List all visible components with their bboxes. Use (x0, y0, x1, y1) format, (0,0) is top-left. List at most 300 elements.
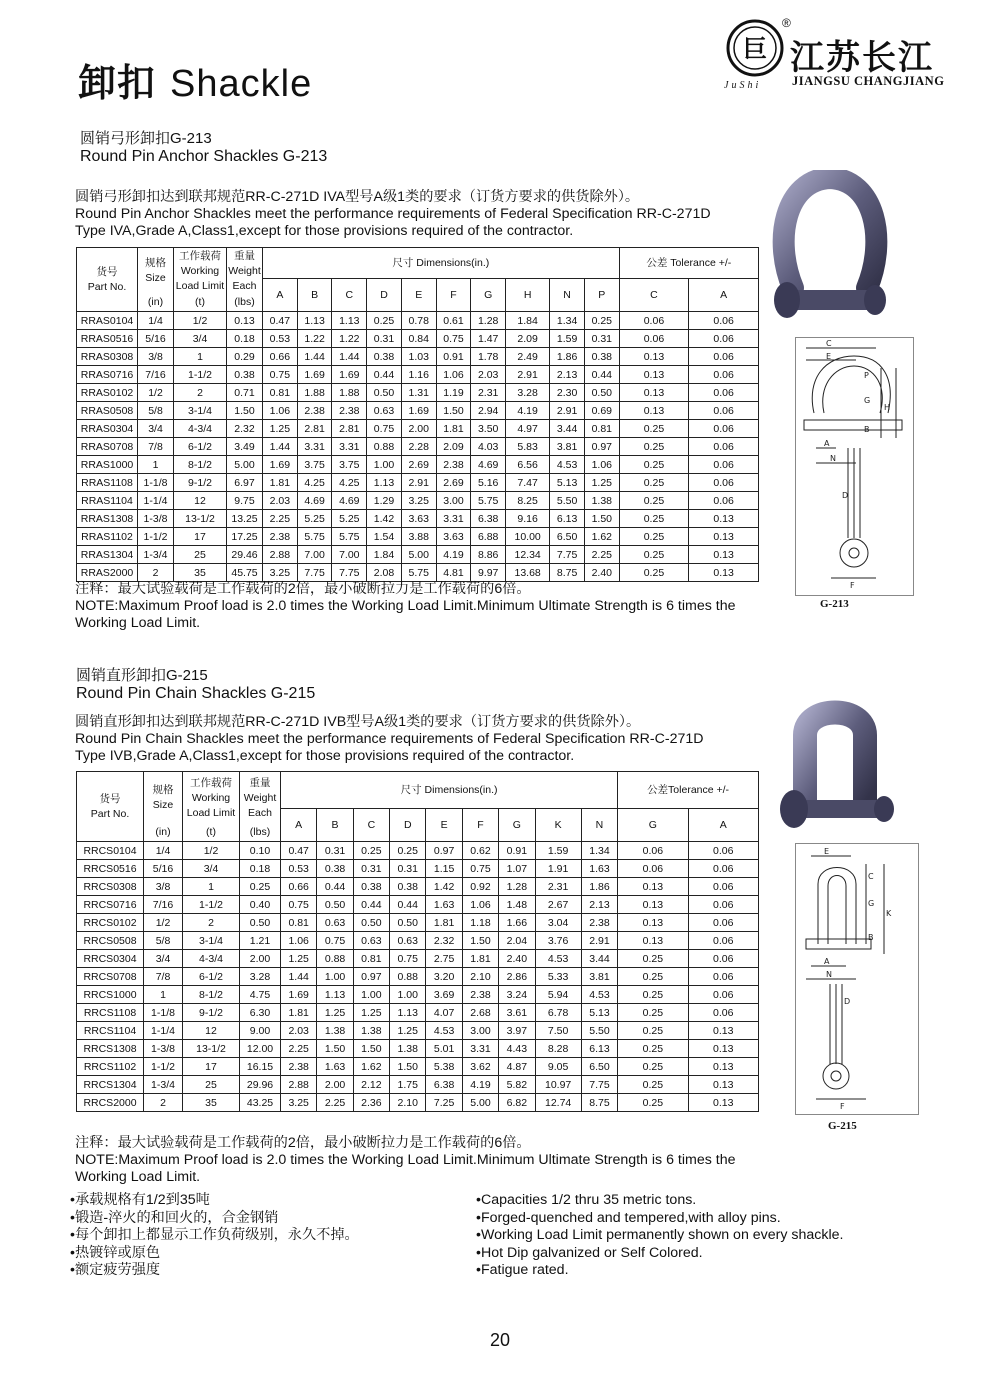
table-cell: 2.38 (332, 402, 367, 420)
section1-description (75, 189, 775, 240)
table-cell: 0.81 (584, 420, 619, 438)
table-cell: 2.40 (499, 950, 535, 968)
table-cell: 1.21 (240, 932, 281, 950)
table-cell: 0.13 (619, 402, 689, 420)
table-cell: 0.50 (367, 384, 402, 402)
registered-mark: ® (782, 16, 791, 30)
table-cell: 2.88 (281, 1076, 317, 1094)
section1-desc-cn: 圆销弓形卸扣达到联邦规范RR-C-271D IVA型号A级1类的要求（订货方要求的供货除外）。 (75, 189, 640, 205)
table-cell: 7/16 (138, 366, 174, 384)
table-cell: 3.44 (581, 950, 617, 968)
table-cell: 6.50 (550, 528, 585, 546)
header-wll: 工作载荷 Working Load Limit (183, 772, 240, 825)
table-cell: 1.31 (401, 384, 436, 402)
table-cell: RRCS1104 (77, 1022, 144, 1040)
page-title (78, 52, 312, 107)
col-header-g: G (618, 809, 688, 842)
table-cell: 2.68 (462, 1004, 498, 1022)
table-cell: 2.32 (426, 932, 462, 950)
table-cell: 4.75 (240, 986, 281, 1004)
table-cell: 10.00 (506, 528, 550, 546)
table-row (77, 1004, 759, 1022)
table-cell: 4.87 (499, 1058, 535, 1076)
table-cell: 1.88 (297, 384, 332, 402)
table-cell: 2.08 (367, 564, 402, 582)
table-cell: 9-1/2 (174, 474, 227, 492)
table-cell: 1.28 (499, 878, 535, 896)
table-cell: RRAS0716 (77, 366, 138, 384)
table-cell: 4-3/4 (174, 420, 227, 438)
table-cell: RRAS1308 (77, 510, 138, 528)
table-row (77, 420, 759, 438)
table-cell: 0.10 (240, 842, 281, 860)
table-cell: 0.25 (618, 1040, 688, 1058)
table-cell: 4.97 (506, 420, 550, 438)
section1-note-cn: 注释：最大试验载荷是工作载荷的2倍，最小破断拉力是工作载荷的6倍。 (75, 581, 531, 597)
table-cell: 0.06 (689, 366, 759, 384)
table-cell: RRCS0104 (77, 842, 144, 860)
table-cell: RRCS1000 (77, 986, 144, 1004)
table-cell: 2.36 (353, 1094, 389, 1112)
table-cell: 1-1/8 (144, 1004, 183, 1022)
table-cell: 0.25 (618, 986, 688, 1004)
table-cell: 7.00 (332, 546, 367, 564)
col-header-n: N (581, 809, 617, 842)
table-cell: 3.31 (332, 438, 367, 456)
table-cell: 2.30 (550, 384, 585, 402)
table-cell: 3.31 (462, 1040, 498, 1058)
table-cell: 10.97 (535, 1076, 581, 1094)
table-cell: 3.75 (332, 456, 367, 474)
table-cell: 1.06 (462, 896, 498, 914)
table-cell: 1-1/8 (138, 474, 174, 492)
table-cell: 0.25 (619, 510, 689, 528)
table-cell: 1.81 (436, 420, 471, 438)
table-cell: 3.31 (297, 438, 332, 456)
feature-item: •Hot Dip galvanized or Self Colored. (476, 1244, 703, 1261)
table-cell: 1.34 (550, 312, 585, 330)
table-cell: 2.10 (390, 1094, 426, 1112)
section2-heading-cn: 圆销直形卸扣G-215 (76, 667, 208, 684)
header-size-unit: (in) (144, 824, 183, 842)
table-cell: 1.84 (506, 312, 550, 330)
table-cell: 3.63 (401, 510, 436, 528)
table-cell: 1/4 (138, 312, 174, 330)
table-row (77, 1022, 759, 1040)
table-cell: 1.38 (317, 1022, 353, 1040)
table-cell: 2.94 (471, 402, 506, 420)
table-cell: 2.25 (317, 1094, 353, 1112)
diag-letter-h: H (884, 403, 891, 412)
table-cell: 4-3/4 (183, 950, 240, 968)
table-cell: 2.38 (281, 1058, 317, 1076)
table-cell: 4.53 (550, 456, 585, 474)
table-cell: 13-1/2 (183, 1040, 240, 1058)
table-cell: 0.50 (390, 914, 426, 932)
diag-letter-f: F (850, 581, 855, 590)
table-cell: 1.22 (297, 330, 332, 348)
table-row (77, 1040, 759, 1058)
table-cell: 5.50 (550, 492, 585, 510)
table-cell: 0.06 (689, 474, 759, 492)
table-cell: 1-1/2 (174, 366, 227, 384)
col-header-e: E (426, 809, 462, 842)
header-size: 规格 Size (138, 248, 174, 295)
col-header-d: D (390, 809, 426, 842)
table-cell: 3.50 (471, 420, 506, 438)
header-weight-unit: (lbs) (227, 294, 263, 312)
table-cell: 12.74 (535, 1094, 581, 1112)
table-cell: RRCS0516 (77, 860, 144, 878)
table-row (77, 492, 759, 510)
table-cell: 0.06 (688, 986, 758, 1004)
table-cell: 3-1/4 (183, 932, 240, 950)
g213-spec-table (76, 247, 759, 582)
table-row (77, 564, 759, 582)
table-cell: 1.84 (367, 546, 402, 564)
table-cell: RRAS1000 (77, 456, 138, 474)
table-cell: 3.81 (581, 968, 617, 986)
table-cell: 5.00 (462, 1094, 498, 1112)
table-cell: 1.63 (317, 1058, 353, 1076)
header-tolerance: 公差 Tolerance +/- (619, 248, 758, 279)
col-header-d: D (367, 279, 402, 312)
col-header-f: F (462, 809, 498, 842)
table-cell: 0.97 (426, 842, 462, 860)
table-cell: 7.00 (297, 546, 332, 564)
table-cell: 0.92 (462, 878, 498, 896)
table-cell: 1.16 (401, 366, 436, 384)
table-cell: 0.06 (618, 842, 688, 860)
table-cell: 6.13 (550, 510, 585, 528)
table-row (77, 860, 759, 878)
g215-spec-table (76, 771, 759, 1112)
table-row (77, 1094, 759, 1112)
table-cell: 1-3/4 (138, 546, 174, 564)
col-header-c: C (332, 279, 367, 312)
table-cell: 1 (138, 456, 174, 474)
table-cell: 0.25 (619, 456, 689, 474)
table-cell: 0.25 (618, 1094, 688, 1112)
table-cell: 7.75 (550, 546, 585, 564)
table-cell: 0.61 (436, 312, 471, 330)
g213-diagram (795, 337, 914, 596)
table-cell: 1.62 (353, 1058, 389, 1076)
table-cell: 3.25 (401, 492, 436, 510)
table-row (77, 330, 759, 348)
table-cell: 1.13 (317, 986, 353, 1004)
table-cell: 0.47 (281, 842, 317, 860)
table-cell: 3/4 (174, 330, 227, 348)
table-cell: 8.86 (471, 546, 506, 564)
table-cell: 0.06 (688, 878, 758, 896)
table-cell: 0.25 (618, 1004, 688, 1022)
table-cell: 5.50 (581, 1022, 617, 1040)
table-cell: 2.32 (227, 420, 263, 438)
table-cell: 0.25 (353, 842, 389, 860)
table-cell: 1/2 (144, 914, 183, 932)
feature-item: •Capacities 1/2 thru 35 metric tons. (476, 1192, 697, 1208)
table-row (77, 546, 759, 564)
table-cell: 3.49 (227, 438, 263, 456)
table-cell: 2 (174, 384, 227, 402)
col-header-b: B (297, 279, 332, 312)
table-cell: 3.00 (462, 1022, 498, 1040)
table-cell: 0.66 (281, 878, 317, 896)
table-cell: 5.13 (550, 474, 585, 492)
table-cell: 1.88 (332, 384, 367, 402)
table-row (77, 366, 759, 384)
table-cell: 2.69 (436, 474, 471, 492)
table-cell: 1.59 (550, 330, 585, 348)
brand-name-en: JIANGSU CHANGJIANG (792, 74, 945, 88)
header-weight-unit: (lbs) (240, 824, 281, 842)
table-cell: 1-1/4 (144, 1022, 183, 1040)
section1-note-en1: NOTE:Maximum Proof load is 2.0 times the Working Load Limit.Minimum Ultimate Strength is 6 times the (75, 598, 736, 614)
header-part-no: 货号 Part No. (77, 248, 138, 312)
table-cell: 17.25 (227, 528, 263, 546)
table-cell: 0.44 (353, 896, 389, 914)
table-cell: 0.25 (618, 968, 688, 986)
table-cell: 1-1/2 (144, 1058, 183, 1076)
table-cell: 1/4 (144, 842, 183, 860)
table-cell: 9.97 (471, 564, 506, 582)
table-cell: 2.88 (263, 546, 298, 564)
table-cell: 0.06 (688, 1004, 758, 1022)
table-cell: 1.81 (462, 950, 498, 968)
table-cell: 1.19 (436, 384, 471, 402)
table-cell: 2.40 (584, 564, 619, 582)
table-cell: RRCS0304 (77, 950, 144, 968)
table-cell: 5.00 (227, 456, 263, 474)
table-cell: 0.25 (619, 546, 689, 564)
section2-desc-en2: Type IVB,Grade A,Class1,except for those provisions required of the contractor. (75, 748, 575, 764)
table-cell: 2.69 (401, 456, 436, 474)
table-cell: 3/8 (138, 348, 174, 366)
table-cell: 0.25 (390, 842, 426, 860)
section2-note (75, 1135, 815, 1186)
table-cell: 0.97 (353, 968, 389, 986)
table-cell: 0.88 (317, 950, 353, 968)
table-cell: 12.34 (506, 546, 550, 564)
table-cell: 3.25 (281, 1094, 317, 1112)
table-cell: 1.44 (332, 348, 367, 366)
table-row (77, 510, 759, 528)
table-cell: 5.94 (535, 986, 581, 1004)
table-cell: 2.03 (263, 492, 298, 510)
table-cell: 4.81 (436, 564, 471, 582)
table-cell: 0.13 (618, 896, 688, 914)
table-cell: 2.31 (471, 384, 506, 402)
features-list-cn (70, 1192, 359, 1280)
table-row (77, 986, 759, 1004)
table-cell: RRAS1304 (77, 546, 138, 564)
table-cell: 5.83 (506, 438, 550, 456)
table-cell: 1.06 (263, 402, 298, 420)
table-cell: 4.53 (535, 950, 581, 968)
table-cell: 0.06 (688, 968, 758, 986)
table-cell: 1.50 (227, 402, 263, 420)
col-header-p: P (584, 279, 619, 312)
header-size: 规格 Size (144, 772, 183, 825)
table-cell: 1.62 (584, 528, 619, 546)
table-cell: RRCS1308 (77, 1040, 144, 1058)
table-cell: 3/4 (144, 950, 183, 968)
table-cell: 1-3/8 (144, 1040, 183, 1058)
table-cell: 1.50 (317, 1040, 353, 1058)
table-cell: 0.06 (689, 384, 759, 402)
svg-text:巨: 巨 (743, 35, 767, 63)
table-cell: 0.06 (689, 402, 759, 420)
table-cell: 8.28 (535, 1040, 581, 1058)
table-cell: 0.53 (281, 860, 317, 878)
table-row (77, 312, 759, 330)
table-cell: 1.50 (353, 1040, 389, 1058)
table-cell: 2.25 (281, 1040, 317, 1058)
diag-letter-c: C (868, 872, 874, 881)
table-cell: 2.13 (581, 896, 617, 914)
section1-note-en2: Working Load Limit. (75, 615, 201, 631)
g215-shackle-photo (770, 690, 900, 840)
table-cell: 0.13 (619, 348, 689, 366)
table-cell: RRAS0708 (77, 438, 138, 456)
col-header-a: A (281, 809, 317, 842)
table-cell: 2.10 (462, 968, 498, 986)
table-cell: 0.81 (281, 914, 317, 932)
table-cell: 16.15 (240, 1058, 281, 1076)
table-cell: 12.00 (240, 1040, 281, 1058)
section1-desc-en1: Round Pin Anchor Shackles meet the performance requirements of Federal Specification RR-C-271D (75, 206, 711, 222)
table-cell: 6.50 (581, 1058, 617, 1076)
diag-letter-n: N (826, 970, 832, 979)
table-cell: 1.44 (297, 348, 332, 366)
table-cell: RRCS0508 (77, 932, 144, 950)
table-cell: 4.25 (332, 474, 367, 492)
table-row (77, 914, 759, 932)
table-row (77, 348, 759, 366)
brand-logo (725, 18, 785, 78)
table-cell: 2.09 (436, 438, 471, 456)
table-cell: 1.25 (390, 1022, 426, 1040)
table-cell: 3.81 (550, 438, 585, 456)
table-cell: 8.75 (550, 564, 585, 582)
table-cell: 1/2 (183, 842, 240, 860)
table-cell: 3.04 (535, 914, 581, 932)
page-number: 20 (489, 1330, 511, 1350)
table-cell: 5.00 (401, 546, 436, 564)
col-header-k: K (535, 809, 581, 842)
table-cell: 3.28 (506, 384, 550, 402)
header-weight: 重量 Weight Each (240, 772, 281, 825)
table-cell: 7/16 (144, 896, 183, 914)
col-header-a: A (688, 809, 758, 842)
table-cell: 1.44 (263, 438, 298, 456)
section2-note-en2: Working Load Limit. (75, 1169, 201, 1185)
table-cell: 1.86 (550, 348, 585, 366)
table-cell: 0.50 (240, 914, 281, 932)
table-cell: 5.33 (535, 968, 581, 986)
table-row (77, 950, 759, 968)
table-cell: 1.47 (471, 330, 506, 348)
table-cell: 0.25 (618, 950, 688, 968)
table-cell: 5.38 (426, 1058, 462, 1076)
table-cell: 29.96 (240, 1076, 281, 1094)
table-cell: 0.75 (462, 860, 498, 878)
table-cell: 0.44 (390, 896, 426, 914)
table-cell: 0.06 (619, 312, 689, 330)
table-cell: 7.50 (535, 1022, 581, 1040)
diag-letter-n: N (830, 454, 836, 463)
table-cell: 1.25 (317, 1004, 353, 1022)
feature-item: •热镀锌或原色 (70, 1244, 161, 1261)
table-cell: 2.38 (581, 914, 617, 932)
table-cell: 1.81 (426, 914, 462, 932)
table-cell: 1.38 (353, 1022, 389, 1040)
table-cell: 1.69 (263, 456, 298, 474)
features-list-en (476, 1192, 843, 1280)
table-cell: 0.44 (584, 366, 619, 384)
table-cell: 0.06 (619, 330, 689, 348)
table-cell: 0.97 (584, 438, 619, 456)
table-cell: 0.44 (367, 366, 402, 384)
section1-note (75, 581, 815, 632)
table-cell: 0.06 (689, 420, 759, 438)
header-dimensions: 尺寸 Dimensions(in.) (281, 772, 618, 809)
table-cell: 0.40 (240, 896, 281, 914)
table-cell: 2 (144, 1094, 183, 1112)
table-cell: 35 (183, 1094, 240, 1112)
table-cell: 0.75 (281, 896, 317, 914)
table-cell: 1.63 (426, 896, 462, 914)
table-cell: 0.18 (227, 330, 263, 348)
table-cell: RRCS0716 (77, 896, 144, 914)
section1-heading-en: Round Pin Anchor Shackles G-213 (80, 148, 328, 165)
table-cell: 1.00 (367, 456, 402, 474)
table-cell: 5/16 (138, 330, 174, 348)
table-cell: 0.25 (619, 528, 689, 546)
table-cell: 0.25 (618, 1022, 688, 1040)
table-cell: 0.31 (317, 842, 353, 860)
table-cell: 1/2 (174, 312, 227, 330)
table-cell: 0.38 (390, 878, 426, 896)
table-row (77, 1076, 759, 1094)
brand-name-cn: 江苏长江 (790, 38, 934, 78)
table-cell: 1.13 (332, 312, 367, 330)
table-cell: 3.75 (297, 456, 332, 474)
table-cell: 0.31 (367, 330, 402, 348)
table-row (77, 1058, 759, 1076)
table-cell: 1.75 (390, 1076, 426, 1094)
table-cell: 0.75 (317, 932, 353, 950)
table-cell: 2.31 (535, 878, 581, 896)
table-cell: 2.81 (332, 420, 367, 438)
table-cell: 2 (183, 914, 240, 932)
table-cell: RRAS0308 (77, 348, 138, 366)
table-cell: 5/8 (138, 402, 174, 420)
table-cell: 0.06 (688, 950, 758, 968)
table-row (77, 438, 759, 456)
table-cell: 1.25 (353, 1004, 389, 1022)
table-cell: 2.09 (506, 330, 550, 348)
col-header-f: F (436, 279, 471, 312)
table-cell: 0.66 (263, 348, 298, 366)
table-cell: 8-1/2 (174, 456, 227, 474)
table-cell: 8.25 (506, 492, 550, 510)
section2-note-cn: 注释：最大试验载荷是工作载荷的2倍，最小破断拉力是工作载荷的6倍。 (75, 1135, 531, 1151)
table-cell: 1.50 (436, 402, 471, 420)
col-header-n: N (550, 279, 585, 312)
table-cell: 8.75 (581, 1094, 617, 1112)
